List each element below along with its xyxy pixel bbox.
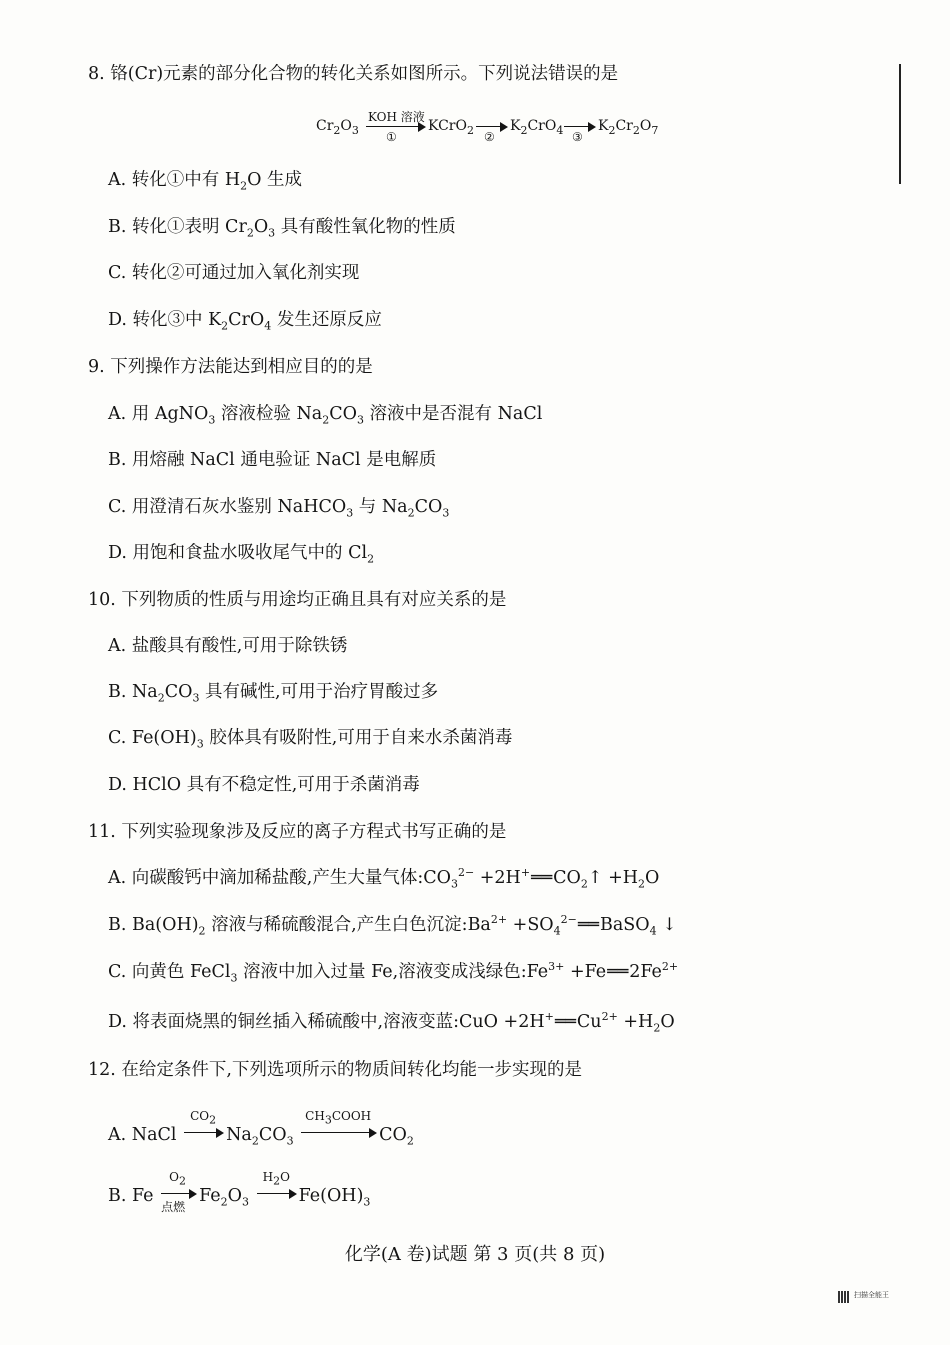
species-k2cr2o7: $K_2Cr_2O_7$ bbox=[598, 118, 659, 137]
scanner-watermark: 扫描全能王 bbox=[838, 1290, 902, 1306]
species-k2cro4: $K_2CrO_4$ bbox=[510, 118, 564, 137]
q8-option-a: A. 转化①中有 $H_2O$ 生成 bbox=[108, 170, 303, 193]
q9-option-d: D. 用饱和食盐水吸收尾气中的 $Cl_2$ bbox=[108, 543, 375, 566]
qr-icon bbox=[838, 1291, 850, 1303]
q8-option-c: C. 转化②可通过加入氧化剂实现 bbox=[108, 263, 360, 283]
q9-stem: 9. 下列操作方法能达到相应目的的是 bbox=[88, 357, 373, 377]
q10-option-b: B. $Na_2CO_3$ 具有碱性,可用于治疗胃酸过多 bbox=[108, 682, 439, 705]
page-footer: 化学(A 卷)试题 第 3 页(共 8 页) bbox=[344, 1244, 606, 1265]
arrow-3-label: ③ bbox=[572, 130, 583, 144]
q8-stem: 8. 铬(Cr)元素的部分化合物的转化关系如图所示。下列说法错误的是 bbox=[88, 64, 619, 84]
q8-option-b: B. 转化①表明 $Cr_2O_3$ 具有酸性氧化物的性质 bbox=[108, 217, 456, 240]
q10-option-d: D. HClO 具有不稳定性,可用于杀菌消毒 bbox=[108, 775, 420, 795]
q10-option-c: C. $Fe(OH)_3$ 胶体具有吸附性,可用于自来水杀菌消毒 bbox=[108, 728, 513, 751]
species-kcro2: KCrO$_2$ bbox=[428, 118, 474, 137]
arrow-2 bbox=[476, 126, 506, 127]
q9-option-c: C. 用澄清石灰水鉴别 NaHCO$_3$ 与 $Na_2CO_3$ bbox=[108, 497, 450, 520]
q11-option-c: C. 向黄色 FeCl$_3$ 溶液中加入过量 Fe,溶液变成浅绿色$:Fe^{3+}$ $+Fe══2Fe^{2+}$ bbox=[108, 960, 679, 985]
arrow-a2 bbox=[301, 1132, 375, 1133]
arrow-1 bbox=[366, 126, 424, 127]
q12-option-a: A. NaCl $CO_2$ $Na_2CO_3$ $CH_3COOH$ $CO_2$ bbox=[108, 1109, 414, 1148]
species-cr2o3: $Cr_2O_3$ bbox=[316, 118, 359, 137]
q10-option-a: A. 盐酸具有酸性,可用于除铁锈 bbox=[108, 636, 348, 656]
arrow-1-label: ① bbox=[386, 130, 397, 144]
q12-option-b: B. Fe $O_2$ 点燃 $Fe_2O_3$ $H_2O$ $Fe(OH)_3$ bbox=[108, 1170, 371, 1214]
q11-option-a: A. 向碳酸钙中滴加稀盐酸,产生大量气体$:CO_3^{2-}$ $+2H^+══CO_2↑ +H_2O$ bbox=[108, 866, 660, 891]
q9-option-a: A. 用 AgNO$_3$ 溶液检验 $Na_2CO_3$ 溶液中是否混有 NaCl bbox=[108, 404, 543, 427]
q10-stem: 10. 下列物质的性质与用途均正确且具有对应关系的是 bbox=[88, 590, 507, 610]
q8-option-d: D. 转化③中 $K_2CrO_4$ 发生还原反应 bbox=[108, 310, 382, 333]
arrow-3 bbox=[564, 126, 594, 127]
q11-option-b: B. $Ba(OH)_2$ 溶液与稀硫酸混合,产生白色沉淀$:Ba^{2+}$ $+SO_4^{2-}══BaSO_4$ ↓ bbox=[108, 913, 677, 938]
scan-edge-mark bbox=[899, 64, 901, 184]
arrow-2-label: ② bbox=[484, 130, 495, 144]
q12-stem: 12. 在给定条件下,下列选项所示的物质间转化均能一步实现的是 bbox=[88, 1060, 582, 1080]
q11-stem: 11. 下列实验现象涉及反应的离子方程式书写正确的是 bbox=[88, 822, 507, 842]
arrow-b1 bbox=[161, 1193, 195, 1194]
arrow-1-reagent: KOH 溶液 bbox=[368, 110, 425, 124]
q11-option-d: D. 将表面烧黑的铜丝插入稀硫酸中,溶液变蓝:CuO $+2H^+══Cu^{2+} +H_2O$ bbox=[108, 1010, 675, 1035]
q9-option-b: B. 用熔融 NaCl 通电验证 NaCl 是电解质 bbox=[108, 450, 437, 470]
arrow-a1 bbox=[184, 1132, 222, 1133]
arrow-b2 bbox=[257, 1193, 295, 1194]
